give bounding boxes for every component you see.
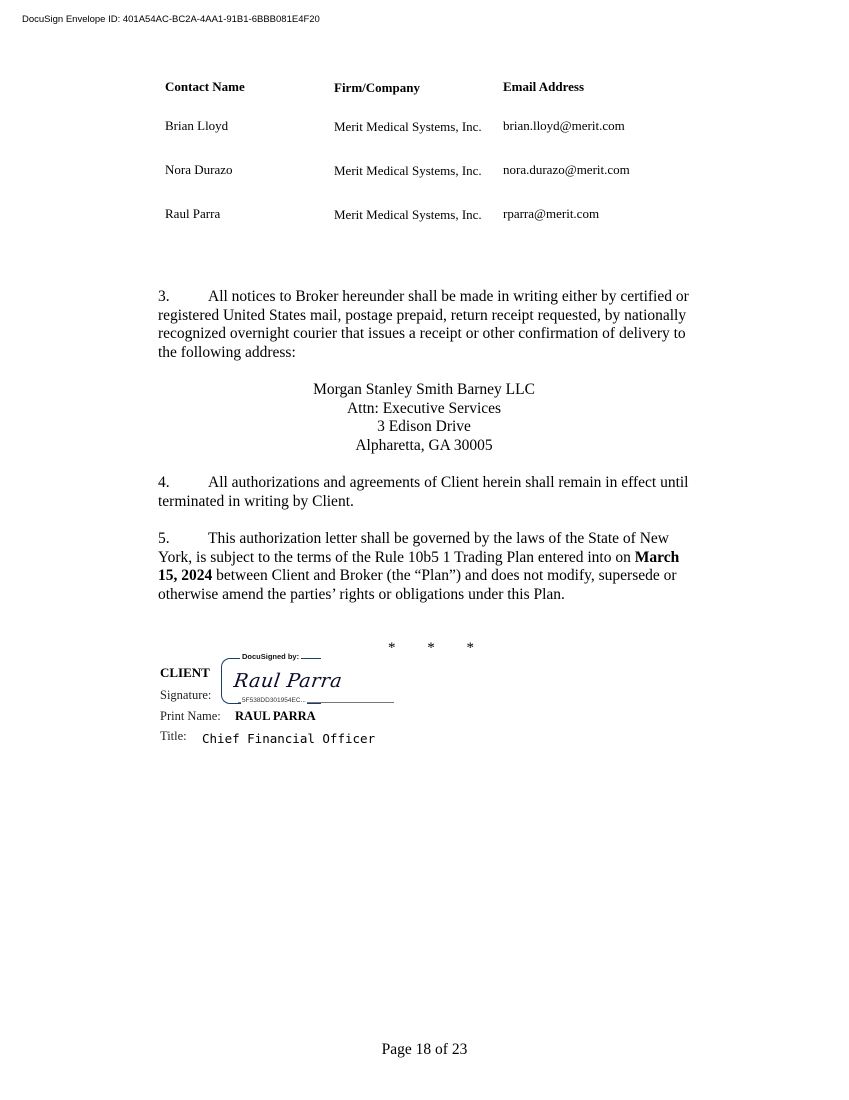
contact-name-cell: Nora Durazo [165,162,233,177]
contacts-table [165,78,705,236]
paragraph-4 [158,474,698,511]
title-value: Chief Financial Officer [202,731,376,746]
plan-date: March 15, 2024 [158,548,680,584]
paragraph-3 [158,288,698,362]
paragraph-number: 4. [158,474,170,491]
paragraph-text-a: This authorization letter shall be governed by the laws of the State of New York, is subject to the terms of the Rule 10b5 1 Trading Plan entered into on [158,530,669,566]
header-firm-company: Firm/Company [334,79,420,95]
firm-cell: Merit Medical Systems, Inc. [334,118,482,134]
section-separator: * * * [388,640,488,656]
contacts-header-row [165,78,705,96]
email-cell: nora.durazo@merit.com [503,162,630,177]
docusigned-by-label: DocuSigned by: [242,652,300,661]
docusign-signature-id: 5F538DD301954EC... [242,697,306,704]
paragraph-text: All notices to Broker hereunder shall be made in writing either by certified or registered United States mail, postage prepaid, return receipt requested, by nationally recognized overnight courier that issues a receipt or other confirmation of delivery to the following address: [158,288,689,361]
paragraph-text-b: between Client and Broker (the “Plan”) and does not modify, supersede or otherwise amend the parties’ rights or obligations under this Plan. [158,567,677,603]
firm-cell: Merit Medical Systems, Inc. [334,162,482,178]
firm-cell: Merit Medical Systems, Inc. [334,206,482,222]
contact-name-cell: Brian Lloyd [165,118,229,133]
header-email-address: Email Address [503,79,585,94]
address-line-1: Morgan Stanley Smith Barney LLC [313,381,535,398]
table-row [165,104,705,148]
address-line-3: 3 Edison Drive [377,418,471,435]
email-cell: brian.lloyd@merit.com [503,118,625,133]
print-name-label: Print Name: [160,709,221,723]
broker-address [158,381,690,455]
signature-label: Signature: [160,688,212,702]
paragraph-text: All authorizations and agreements of Client herein shall remain in effect until terminated in writing by Client. [158,474,689,510]
handwritten-signature: Raul Parra [232,670,344,692]
paragraph-5 [158,530,698,604]
address-line-4: Alpharetta, GA 30005 [355,436,493,454]
table-row [165,148,705,192]
table-row [165,192,705,236]
client-label: CLIENT [160,665,210,680]
docusign-envelope-id: DocuSign Envelope ID: 401A54AC-BC2A-4AA1-91B1-6BBB081E4F20 [22,14,320,25]
page-number: Page 18 of 23 [381,1041,468,1058]
contact-name-cell: Raul Parra [165,206,221,221]
address-line-2: Attn: Executive Services [346,399,502,417]
print-name-value: RAUL PARRA [235,709,316,723]
paragraph-number: 5. [158,530,170,547]
title-label: Title: [160,729,187,743]
header-contact-name: Contact Name [165,79,245,94]
paragraph-number: 3. [158,288,170,305]
email-cell: rparra@merit.com [503,206,600,221]
